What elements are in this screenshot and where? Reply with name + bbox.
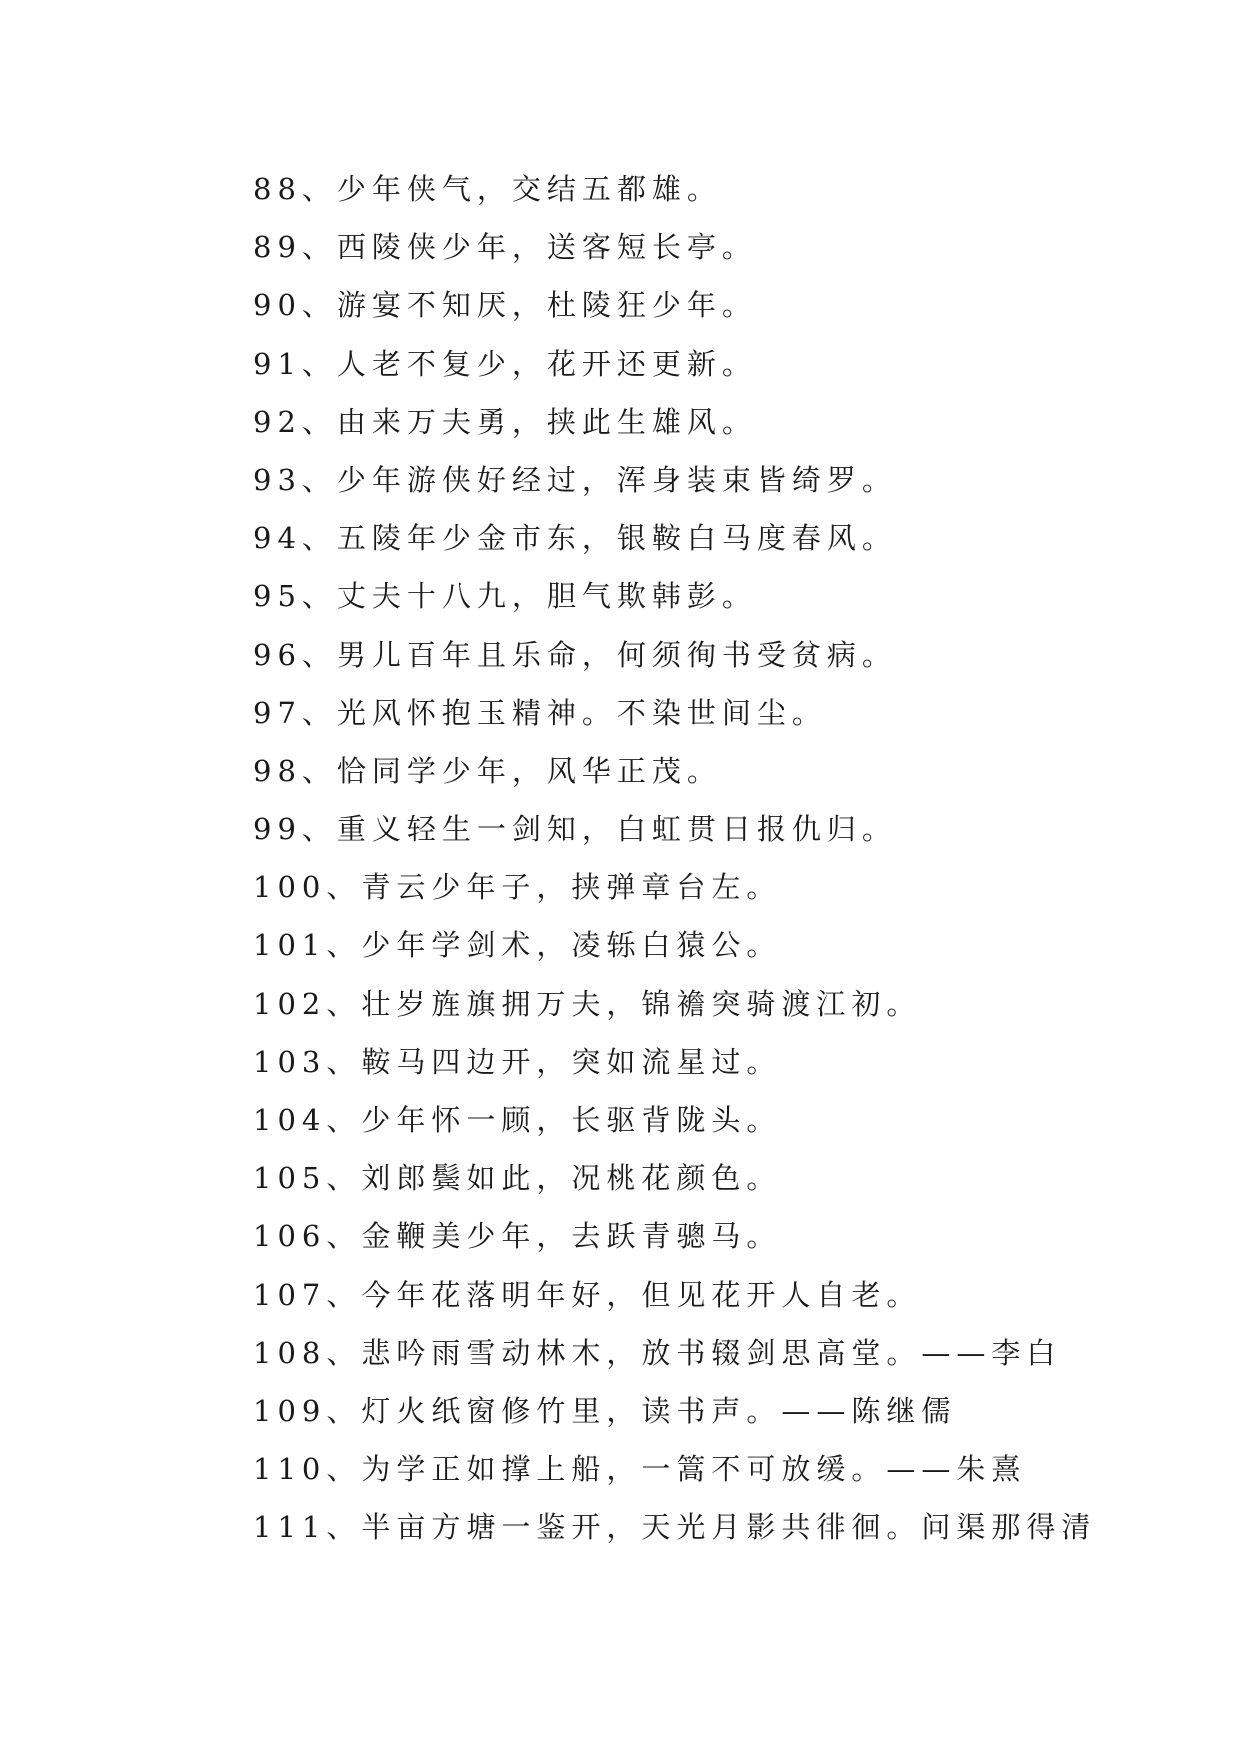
quote-line: 100、青云少年子，挟弹章台左。 (253, 870, 782, 905)
quote-line: 90、游宴不知厌，杜陵狂少年。 (253, 288, 757, 323)
quote-line: 105、刘郎鬓如此，况桃花颜色。 (253, 1161, 782, 1196)
quote-list (253, 160, 1153, 1557)
quote-line: 106、金鞭美少年，去跃青骢马。 (253, 1219, 782, 1254)
quote-line: 92、由来万夫勇，挟此生雄风。 (253, 404, 757, 439)
quote-line: 107、今年花落明年好，但见花开人自老。 (253, 1277, 922, 1312)
quote-line: 101、少年学剑术，凌轹白猿公。 (253, 928, 782, 963)
quote-line: 97、光风怀抱玉精神。不染世间尘。 (253, 695, 827, 730)
quote-line: 95、丈夫十八九，胆气欺韩彭。 (253, 579, 757, 614)
quote-line: 98、恰同学少年，风华正茂。 (253, 753, 722, 788)
quote-line: 91、人老不复少，花开还更新。 (253, 346, 757, 381)
quote-line: 96、男儿百年且乐命，何须徇书受贫病。 (253, 637, 897, 672)
quote-line: 94、五陵年少金市东，银鞍白马度春风。 (253, 521, 897, 556)
quote-line: 104、少年怀一顾，长驱背陇头。 (253, 1103, 782, 1137)
quote-line: 89、西陵侠少年，送客短长亭。 (253, 230, 757, 265)
quote-line: 111、半亩方塘一鉴开，天光月影共徘徊。问渠那得清 (253, 1510, 1097, 1545)
quote-line: 108、悲吟雨雪动林木，放书辍剑思高堂。——李白 (253, 1335, 1062, 1370)
quote-line: 93、少年游侠好经过，浑身装束皆绮罗。 (253, 462, 897, 497)
quote-line: 99、重义轻生一剑知，白虹贯日报仇归。 (253, 812, 897, 847)
quote-line: 88、少年侠气，交结五都雄。 (253, 172, 722, 206)
quote-line: 103、鞍马四边开，突如流星过。 (253, 1044, 782, 1079)
quote-line: 102、壮岁旌旗拥万夫，锦襜突骑渡江初。 (253, 986, 922, 1021)
quote-line: 110、为学正如撑上船，一篙不可放缓。——朱熹 (253, 1452, 1027, 1487)
quote-line: 109、灯火纸窗修竹里，读书声。——陈继儒 (253, 1393, 957, 1428)
